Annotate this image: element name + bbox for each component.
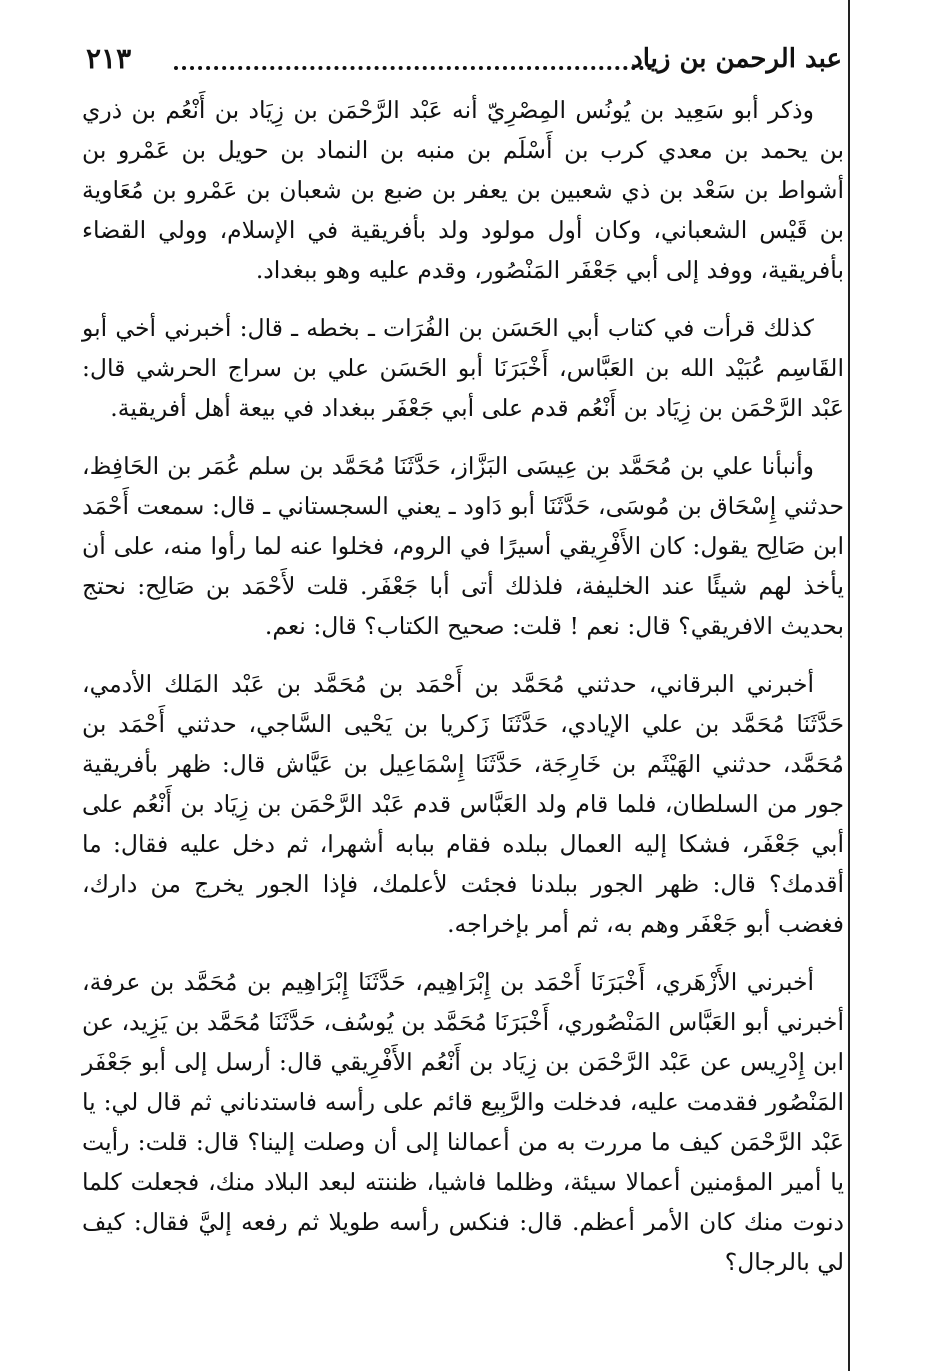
paragraph-2: كذلك قرأت في كتاب أبي الحَسَن بن الفُرَات ـ بخطه ـ قال: أخبرني أخي أبو القَاسِم عُبَيْد الله بن العَبَّاس، أَخْبَرَنَا أبو الحَسَن علي بن سراج الحرشي قال: عَبْد الرَّحْمَن بن زِيَاد بن أَنْعُم قدم على أبي جَعْفَر ببغداد في بيعة أهل أفريقية.	[82, 314, 844, 422]
header-leader-dots	[174, 66, 652, 70]
page-header	[86, 42, 842, 82]
running-title: عبد الرحمن بن زياد	[631, 44, 842, 74]
paragraph-1: وذكر أبو سَعِيد بن يُونُس المِصْرِيّ أنه عَبْد الرَّحْمَن بن زِيَاد بن أَنْعُم بن ذري بن يحمد بن معدي كرب بن أَسْلَم بن منبه بن النماد بن حويل بن عَمْرو بن أشواط بن سَعْد بن ذي شعبين بن يعفر بن ضبع بن شعبان بن عَمْرو بن مُعَاوية بن قَيْس الشعباني، وكان أول مولود ولد بأفريقية في الإسلام، وولي القضاء بأفريقية، ووفد إلى أبي جَعْفَر المَنْصُور، وقدم عليه وهو ببغداد.	[82, 96, 844, 284]
paragraph-5: أخبرني الأَزْهَري، أَخْبَرَنَا أَحْمَد بن إِبْرَاهِيم، حَدَّثَنَا إِبْرَاهِيم بن مُحَمَّد بن عرفة، أخبرني أبو العَبَّاس المَنْصُوري، أَخْبَرَنَا مُحَمَّد بن يُوسُف، حَدَّثَنَا مُحَمَّد بن يَزِيد، عن ابن إِدْرِيس عن عَبْد الرَّحْمَن بن زِيَاد بن أَنْعُم الأَفْرِيقي قال: أرسل إلى أبو جَعْفَر المَنْصُور فقدمت عليه، فدخلت والرَّبِيع قائم على رأسه فاستدناني ثم قال لي: يا عَبْد الرَّحْمَن كيف ما مررت به من أعمالنا إلى أن وصلت إلينا؟ قال: قلت: رأيت يا أمير المؤمنين أعمالا سيئة، وظلما فاشيا، ظننته لبعد البلاد منك، فجعلت كلما دنوت منك كان الأمر أعظم. قال: فنكس رأسه طويلا ثم رفعه إليَّ فقال: كيف لي بالرجال؟	[82, 968, 845, 1276]
paragraph-4: أخبرني البرقاني، حدثني مُحَمَّد بن أَحْمَد بن مُحَمَّد بن عَبْد المَلك الأدمي، حَدَّثَنَا مُحَمَّد بن علي الإيادي، حَدَّثَنَا زَكريا بن يَحْيى السَّاجي، حدثني أَحْمَد بن مُحَمَّد، حدثني الهَيْثَم بن خَارِجَة، حَدَّثَنَا إِسْمَاعِيل بن عَيَّاش قال: ظهر بأفريقية جور من السلطان، فلما قام ولد العَبَّاس قدم عَبْد الرَّحْمَن بن زِيَاد بن أَنْعُم على أبي جَعْفَر، فشكا إليه العمال ببلده فقام ببابه أشهرا، ثم دخل عليه فقال: ما أقدمك؟ قال: ظهر الجور ببلدنا فجئت لأعلمك، فإذا الجور يخرج من دارك، فغضب أبو جَعْفَر وهم به، ثم أمر بإخراجه.	[82, 670, 844, 938]
page-edge-line	[848, 0, 850, 1371]
main-text	[82, 90, 844, 1300]
page-number: ٢١٣	[86, 42, 132, 75]
paragraph-3: وأنبأنا علي بن مُحَمَّد بن عِيسَى البَزَّاز، حَدَّثَنَا مُحَمَّد بن سلم عُمَر بن الحَافِظ، حدثني إِسْحَاق بن مُوسَى، حَدَّثَنَا أبو دَاود ـ يعني السجستاني ـ قال: سمعت أَحْمَد ابن صَالِح يقول: كان الأَفْرِيقي أسيرًا في الروم، فخلوا عنه لما رأوا منه، على أن يأخذ لهم شيئًا عند الخليفة، فلذلك أتى أبا جَعْفَر. قلت لأَحْمَد بن صَالِح: نحتج بحديث الافريقي؟ قال: نعم ! قلت: صحيح الكتاب؟ قال: نعم.	[82, 452, 844, 640]
